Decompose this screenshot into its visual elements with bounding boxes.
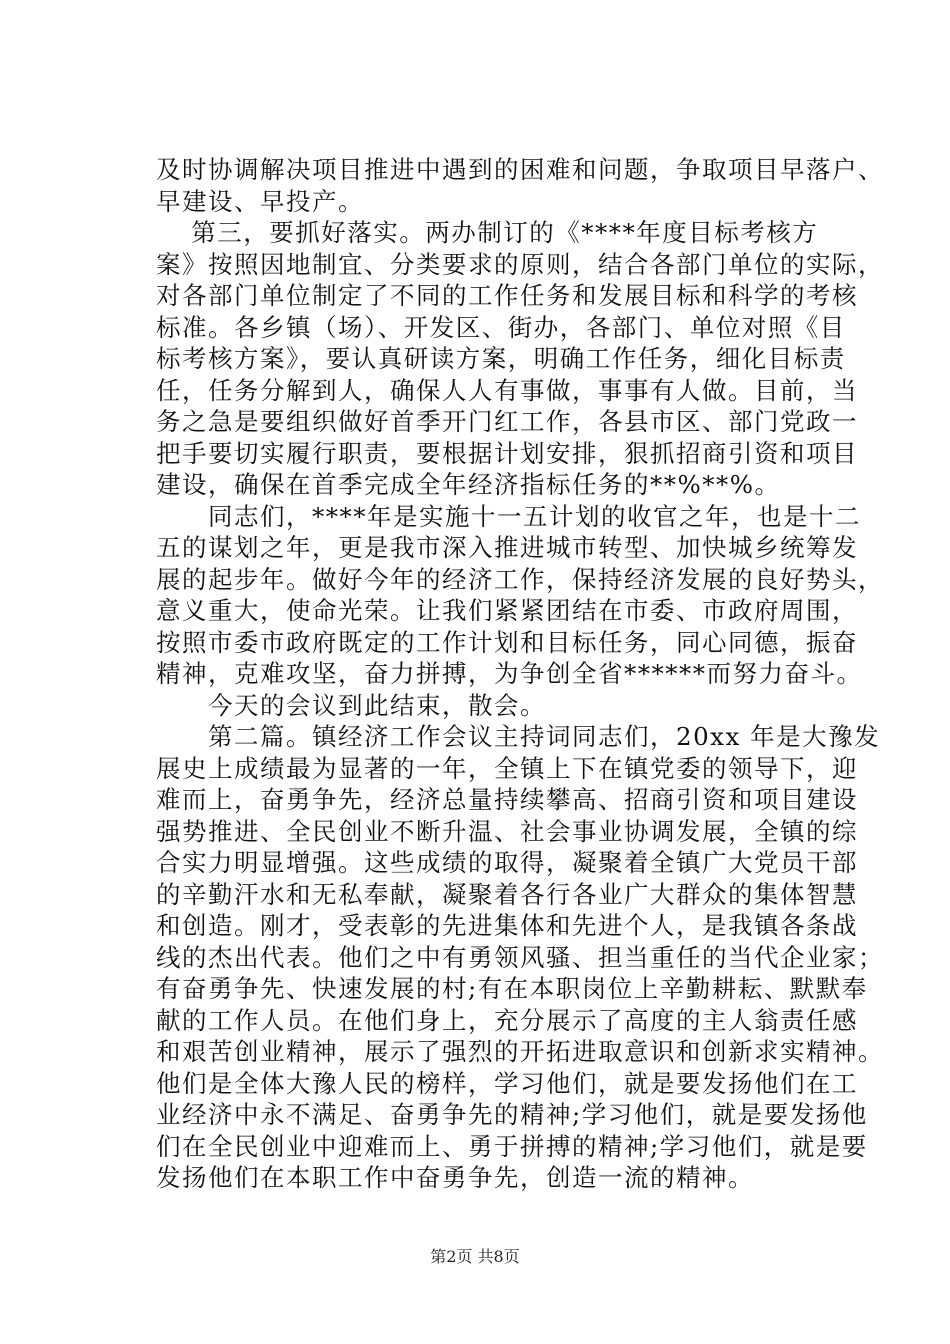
page-number-footer: 第2页 共8页: [430, 1247, 520, 1266]
text-line: 标准。各乡镇（场）、开发区、街办，各部门、单位对照《目: [156, 312, 846, 342]
text-line: 任，任务分解到人，确保人人有事做，事事有人做。目前，当: [156, 375, 858, 405]
text-line: 把手要切实履行职责，要根据计划安排，狠抓招商引资和项目: [156, 438, 858, 468]
text-line: 有奋勇争先、快速发展的村;有在本职岗位上辛勤耕耘、默默奉: [156, 974, 868, 1003]
text-line: 业经济中永不满足、奋勇争先的精神;学习他们，就是要发扬他: [156, 1100, 868, 1129]
text-line: 早建设、早投产。: [156, 186, 364, 216]
text-line: 展史上成绩最为显著的一年，全镇上下在镇党委的领导下，迎: [156, 753, 858, 783]
text-line: 和创造。刚才，受表彰的先进集体和先进个人，是我镇各条战: [156, 911, 858, 940]
text-line: 建设，确保在首季完成全年经济指标任务的**%**%。: [156, 470, 781, 499]
text-line: 第三，要抓好落实。两办制订的《****年度目标考核方: [156, 218, 819, 247]
text-line: 和艰苦创业精神，展示了强烈的开拓进取意识和创新求实精神。: [156, 1037, 884, 1066]
text-line: 案》按照因地制宜、分类要求的原则，结合各部门单位的实际，: [156, 249, 884, 279]
text-line: 发扬他们在本职工作中奋勇争先，创造一流的精神。: [156, 1163, 754, 1192]
text-line: 今天的会议到此结束，散会。: [156, 690, 546, 720]
text-line: 对各部门单位制定了不同的工作任务和发展目标和科学的考核: [156, 281, 858, 310]
text-line: 五的谋划之年，更是我市深入推进城市转型、加快城乡统筹发: [156, 533, 858, 562]
text-line: 及时协调解决项目推进中遇到的困难和问题，争取项目早落户、: [156, 155, 884, 184]
text-line: 的辛勤汗水和无私奉献，凝聚着各行各业广大群众的集体智慧: [156, 879, 858, 909]
text-line: 难而上，奋勇争先，经济总量持续攀高、招商引资和项目建设: [156, 785, 858, 814]
text-line: 标考核方案》，要认真研读方案，明确工作任务，细化目标责: [156, 344, 846, 373]
text-line: 务之急是要组织做好首季开门红工作，各县市区、部门党政一: [156, 407, 858, 436]
text-line: 强势推进、全民创业不断升温、社会事业协调发展，全镇的综: [156, 816, 858, 846]
body-text: [156, 154, 884, 1194]
text-line: 同志们，****年是实施十一五计划的收官之年，也是十二: [156, 501, 861, 531]
text-line: 线的杰出代表。他们之中有勇领风骚、担当重任的当代企业家；: [156, 942, 884, 972]
text-line: 合实力明显增强。这些成绩的取得，凝聚着全镇广大党员干部: [156, 848, 858, 877]
text-line: 第二篇。镇经济工作会议主持词同志们，20xx 年是大豫发: [156, 722, 881, 751]
text-line: 精神，克难攻坚，奋力拼搏，为争创全省******而努力奋斗。: [156, 659, 863, 688]
text-line: 展的起步年。做好今年的经济工作，保持经济发展的良好势头，: [156, 564, 884, 594]
text-line: 献的工作人员。在他们身上，充分展示了高度的主人翁责任感: [156, 1005, 858, 1035]
text-line: 按照市委市政府既定的工作计划和目标任务，同心同德，振奋: [156, 627, 858, 657]
text-line: 意义重大，使命光荣。让我们紧紧团结在市委、市政府周围，: [156, 596, 858, 625]
text-line: 他们是全体大豫人民的榜样，学习他们，就是要发扬他们在工: [156, 1068, 858, 1098]
text-line: 们在全民创业中迎难而上、勇于拼搏的精神;学习他们，就是要: [156, 1131, 868, 1161]
